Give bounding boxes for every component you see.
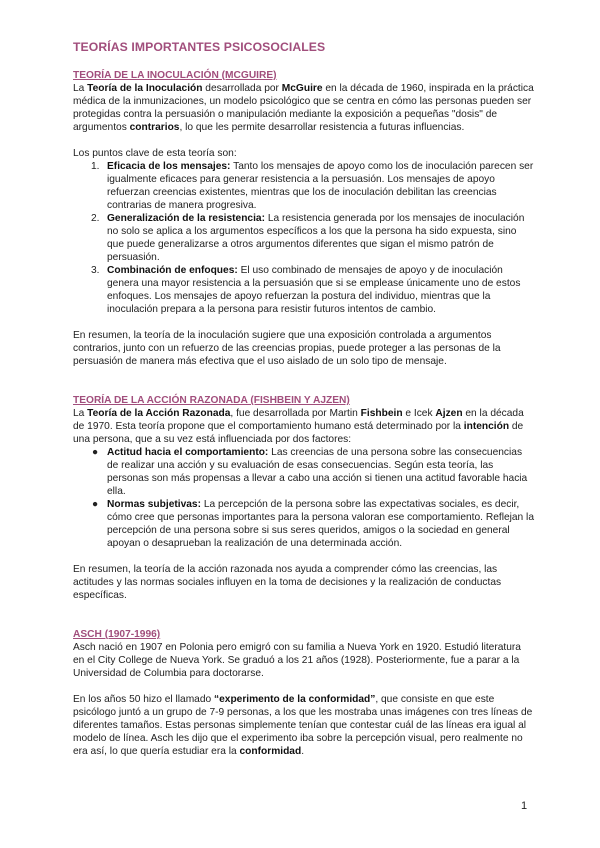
list-number: 2. xyxy=(91,213,100,224)
accion-razonada-intro-paragraph xyxy=(73,407,535,446)
list-item xyxy=(73,446,535,498)
section-inoculacion xyxy=(73,69,535,368)
bold-term: Fishbein xyxy=(360,408,403,419)
bold-term: “experimento de la conformidad” xyxy=(214,694,376,705)
list-item-title: Generalización de la resistencia: xyxy=(107,213,265,224)
section-heading-inoculacion: TEORÍA DE LA INOCULACIÓN (MCGUIRE) xyxy=(73,70,277,81)
text-run: En los años 50 hizo el llamado xyxy=(73,694,215,705)
section-heading-accion-razonada: TEORÍA DE LA ACCIÓN RAZONADA (FISHBEIN Y AJZEN) xyxy=(73,395,350,406)
list-item-text: La percepción de la persona sobre las expectativas sociales, es decir, cómo cree que personas importantes para la persona valoran ese comportamiento. Reflejan la percepción de una persona sobre si sus seres queridos, amigos o la sociedad en general apoyan o desaprueban la realización de una determinada acción. xyxy=(107,499,534,549)
text-run: , lo que les permite desarrollar resistencia a futuras influencias. xyxy=(179,122,465,133)
bold-term: contrarios xyxy=(129,122,180,133)
document-title: TEORÍAS IMPORTANTES PSICOSOCIALES xyxy=(73,40,326,54)
text-run: . xyxy=(301,746,305,757)
inoculacion-intro-paragraph xyxy=(73,82,535,134)
bold-term: intención xyxy=(463,421,510,432)
bullet-icon: ● xyxy=(92,447,99,458)
list-item-text: Las creencias de una persona sobre las consecuencias de realizar una acción y su evaluación de esas consecuencias. Según esta teoría, las personas son más propensas a llevar a cabo una acción si tienen una actitud favorable hacia ella. xyxy=(107,447,528,497)
key-points-intro: Los puntos clave de esta teoría son: xyxy=(73,148,237,159)
list-item-text: Tanto los mensajes de apoyo como los de inoculación parecen ser igualmente eficaces para generar resistencia a la persuasión. Los mensajes de apoyo refuerzan creencias existentes, mientras que los de inoculación debilitan las creencias contrarias de manera progresiva. xyxy=(107,161,534,211)
text-run: desarrollada por xyxy=(202,83,282,94)
key-points-list xyxy=(73,160,535,316)
bold-term: Teoría de la Acción Razonada xyxy=(87,408,231,419)
list-item-title: Actitud hacia el comportamiento: xyxy=(107,447,269,458)
text-run: de una persona, que a su vez está influenciada por dos factores: xyxy=(73,421,524,445)
document-page xyxy=(73,40,535,758)
text-run: La xyxy=(73,408,88,419)
list-item xyxy=(73,212,535,264)
asch-bio-paragraph: Asch nació en 1907 en Polonia pero emigró con su familia a Nueva York en 1920. Estudió literatura en el City College de Nueva York. Se graduó a los 21 años (1928). Posteriormente, fue a parar a la Universidad de Columbia para doctorarse. xyxy=(73,642,521,679)
page-number: 1 xyxy=(521,800,528,812)
section-asch xyxy=(73,628,535,758)
bold-term: conformidad xyxy=(239,746,302,757)
bold-term: Ajzen xyxy=(435,408,463,419)
text-run: , fue desarrollada por Martin xyxy=(230,408,361,419)
inoculacion-summary: En resumen, la teoría de la inoculación sugiere que una exposición controlada a argumentos contrarios, junto con un refuerzo de las creencias propias, puede proteger a las personas de la persuasión de manera más efectiva que el uso aislado de un solo tipo de mensaje. xyxy=(73,330,501,367)
list-number: 3. xyxy=(91,265,100,276)
list-item-title: Combinación de enfoques: xyxy=(107,265,238,276)
list-item-text: El uso combinado de mensajes de apoyo y de inoculación genera una mayor resistencia a la persuasión que si se emplease únicamente uno de estos enfoques. Los mensajes de apoyo refuerzan la postura del individuo, mientras que la inoculación prepara a la persona para resistir futuros intentos de cambio. xyxy=(107,265,521,315)
text-run: en la década de 1970. Esta teoría propone que el comportamiento humano está determinado por la xyxy=(73,408,524,432)
bold-term: McGuire xyxy=(281,83,323,94)
bold-term: Teoría de la Inoculación xyxy=(87,83,203,94)
list-item xyxy=(73,160,535,212)
text-run: en la década de 1960, inspirada en la práctica médica de la inmunizaciones, un modelo psicológico que se centra en cómo las personas pueden ser protegidas contra la persuasión o manipulación mediante la exposición a pequeñas "dosis" de argumentos xyxy=(73,83,534,133)
text-run: La xyxy=(73,83,88,94)
section-heading-asch: ASCH (1907-1996) xyxy=(73,629,161,640)
accion-razonada-summary: En resumen, la teoría de la acción razonada nos ayuda a comprender cómo las creencias, las actitudes y las normas sociales influyen en la toma de decisiones y la realización de conductas específicas. xyxy=(73,564,502,601)
list-item xyxy=(73,264,535,316)
section-accion-razonada xyxy=(73,394,535,602)
factors-list xyxy=(73,446,535,550)
asch-experiment-paragraph xyxy=(73,693,535,758)
text-run: e Icek xyxy=(402,408,436,419)
text-run: , que consiste en que este psicólogo juntó a un grupo de 7-9 personas, a los que les mostraba unas imágenes con tres líneas de diferentes tamaños. Estas personas simplemente tenían que contestar cuál de las líneas era igual al modelo de línea. Asch les dijo que el experimento iba sobre la percepción visual, pero realmente no era así, lo que quería estudiar era la xyxy=(73,694,533,757)
list-number: 1. xyxy=(91,161,100,172)
list-item-title: Eficacia de los mensajes: xyxy=(107,161,231,172)
list-item xyxy=(73,498,535,550)
list-item-title: Normas subjetivas: xyxy=(107,499,201,510)
bullet-icon: ● xyxy=(92,499,99,510)
list-item-text: La resistencia generada por los mensajes de inoculación no solo se aplica a los argumentos específicos a los que la persona ha sido expuesta, sino que puede generalizarse a otros argumentos diferentes que sigan el mismo patrón de persuasión. xyxy=(107,213,525,263)
